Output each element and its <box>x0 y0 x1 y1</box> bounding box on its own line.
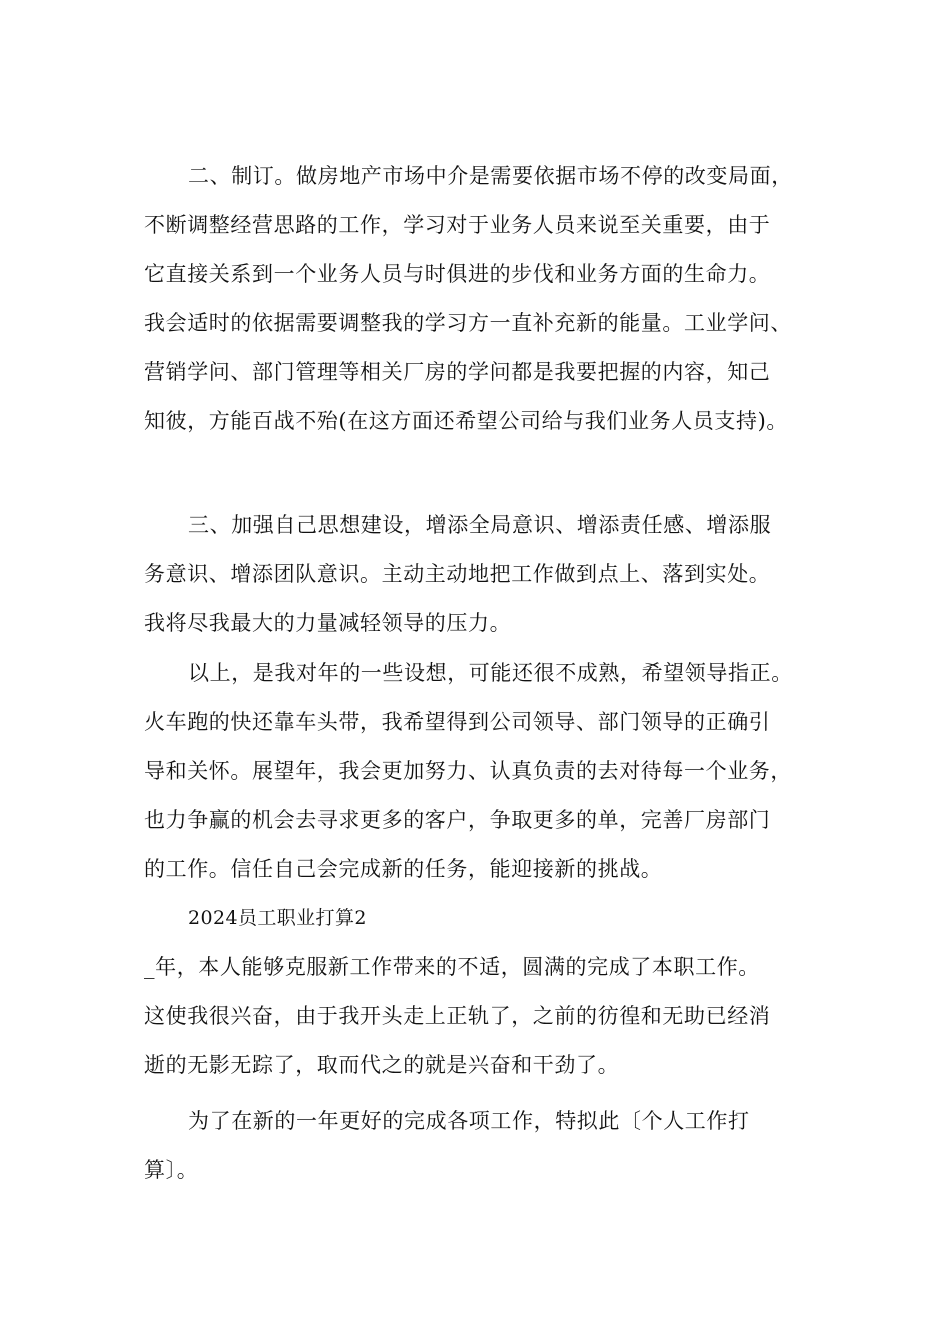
paragraph-line: 它直接关系到一个业务人员与时俱进的步伐和业务方面的生命力。 <box>144 262 771 286</box>
paragraph-intro-2 <box>144 943 814 1090</box>
paragraph-line: 也力争赢的机会去寻求更多的客户，争取更多的单，完善厂房部门 <box>144 808 771 832</box>
paragraph-line: 我将尽我最大的力量减轻领导的压力。 <box>144 611 512 635</box>
paragraph-line: 以上，是我对年的一些设想，可能还很不成熟，希望领导指正。 <box>188 661 793 685</box>
paragraph-line: 导和关怀。展望年，我会更加努力、认真负责的去对待每一个业务， <box>144 759 792 783</box>
paragraph-section-3 <box>144 501 814 648</box>
paragraph-line: 的工作。信任自己会完成新的任务，能迎接新的挑战。 <box>144 857 663 881</box>
paragraph-closing <box>144 649 814 894</box>
paragraph-plan-2 <box>144 1097 814 1195</box>
paragraph-line: 二、制订。做房地产市场中介是需要依据市场不停的改变局面， <box>188 164 793 188</box>
paragraph-section-2 <box>144 152 814 446</box>
paragraph-line: 我会适时的依据需要调整我的学习方一直补充新的能量。工业学问、 <box>144 311 792 335</box>
heading-text: 2024员工职业打算2 <box>188 907 367 929</box>
paragraph-line: 逝的无影无踪了，取而代之的就是兴奋和干劲了。 <box>144 1053 620 1077</box>
paragraph-line: 不断调整经营思路的工作，学习对于业务人员来说至关重要，由于 <box>144 213 771 237</box>
paragraph-line: 为了在新的一年更好的完成各项工作，特拟此〔个人工作打 <box>188 1109 750 1133</box>
paragraph-line: 务意识、增添团队意识。主动主动地把工作做到点上、落到实处。 <box>144 562 771 586</box>
paragraph-line: 这使我很兴奋，由于我开头走上正轨了，之前的彷徨和无助已经消 <box>144 1004 771 1028</box>
paragraph-line: 算〕。 <box>144 1158 199 1182</box>
paragraph-line: 营销学问、部门管理等相关厂房的学问都是我要把握的内容，知己 <box>144 360 771 384</box>
paragraph-line: 知彼，方能百战不殆(在这方面还希望公司给与我们业务人员支持)。 <box>144 409 788 433</box>
paragraph-line: _年，本人能够克服新工作带来的不适，圆满的完成了本职工作。 <box>144 955 760 979</box>
section-heading <box>144 894 814 943</box>
paragraph-line: 三、加强自己思想建设，增添全局意识、增添责任感、增添服 <box>188 513 772 537</box>
paragraph-line: 火车跑的快还靠车头带，我希望得到公司领导、部门领导的正确引 <box>144 710 771 734</box>
